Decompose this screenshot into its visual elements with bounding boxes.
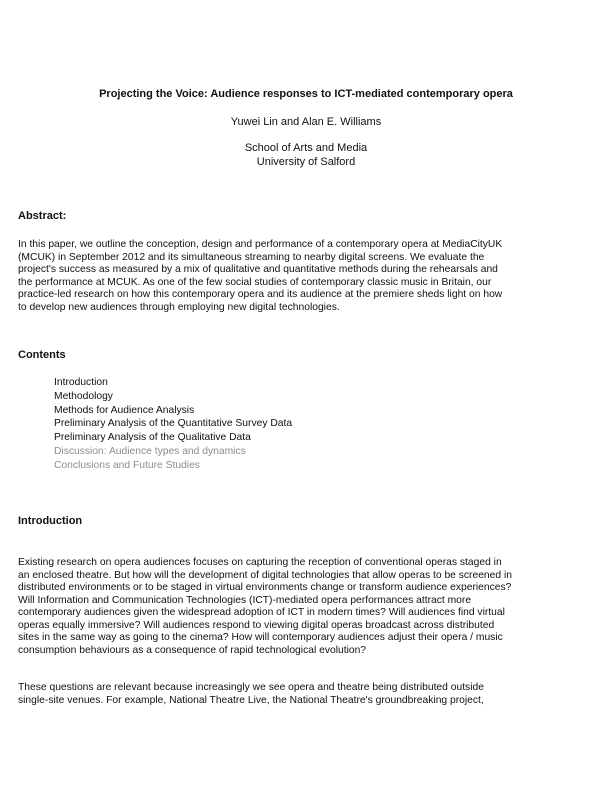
intro-line: contemporary audiences given the widespread adoption of ICT in modern times? Will audiences find virtual [18, 607, 505, 618]
paper-title: Projecting the Voice: Audience responses to ICT-mediated contemporary opera [99, 88, 513, 100]
intro-line: Will Information and Communication Technologies (ICT)-mediated opera performances attract more [18, 594, 472, 606]
introduction-heading: Introduction [18, 515, 83, 527]
toc-item-qualitative-analysis[interactable]: Preliminary Analysis of the Qualitative Data [54, 432, 251, 444]
intro-line: single-site venues. For example, National Theatre Live, the National Theatre's groundbreaking project, [18, 694, 484, 706]
abstract-line: (MCUK) in September 2012 and its simultaneous streaming to nearby digital screens. We evaluate the [18, 251, 485, 263]
intro-line: Existing research on opera audiences focuses on capturing the reception of conventional operas staged in [18, 557, 502, 568]
introduction-paragraph-2 [18, 682, 598, 707]
contents-list [54, 376, 292, 473]
toc-item-conclusions[interactable]: Conclusions and Future Studies [54, 459, 200, 471]
abstract-heading: Abstract: [18, 210, 67, 222]
author-affiliation [0, 141, 612, 169]
abstract-line: the performance at MCUK. As one of the few social studies of contemporary classic music in Britain, our [18, 276, 492, 288]
abstract-line: to develop new audiences through employing new digital technologies. [18, 301, 340, 313]
toc-item-quantitative-analysis[interactable]: Preliminary Analysis of the Quantitative Survey Data [54, 418, 293, 430]
intro-line: sites in the same way as going to the cinema? How will contemporary audiences adjust their opera / music [18, 632, 503, 643]
toc-item-methods-audience-analysis[interactable]: Methods for Audience Analysis [54, 404, 195, 416]
intro-line: consumption behaviours as a consequence of rapid technological evolution? [18, 644, 367, 656]
affiliation-school: School of Arts and Media [244, 142, 368, 154]
intro-line: an enclosed theatre. But how will the development of digital technologies that allow operas to be screened in [18, 569, 512, 581]
intro-line: These questions are relevant because increasingly we see opera and theatre being distributed outside [18, 682, 484, 693]
paper-authors: Yuwei Lin and Alan E. Williams [230, 116, 382, 128]
abstract-line: In this paper, we outline the conception, design and performance of a contemporary opera at MediaCityUK [18, 239, 503, 250]
abstract-line: project's success as measured by a mix of qualitative and quantitative methods during the rehearsals and [18, 264, 498, 275]
introduction-paragraph-1 [18, 557, 598, 657]
abstract-paragraph [18, 239, 598, 314]
toc-item-introduction[interactable]: Introduction [54, 377, 108, 388]
contents-heading: Contents [18, 349, 66, 361]
toc-item-discussion[interactable]: Discussion: Audience types and dynamics [54, 445, 246, 457]
affiliation-university: University of Salford [256, 156, 356, 168]
intro-line: distributed environments or to be staged in virtual environments change or transform audience experiences? [18, 582, 512, 593]
abstract-line: practice-led research on how this contemporary opera and its audience at the premiere sheds light on how [18, 289, 503, 300]
intro-line: operas equally immersive? Will audiences respond to viewing digital operas broadcast across distributed [18, 619, 495, 631]
toc-item-methodology[interactable]: Methodology [54, 390, 113, 402]
